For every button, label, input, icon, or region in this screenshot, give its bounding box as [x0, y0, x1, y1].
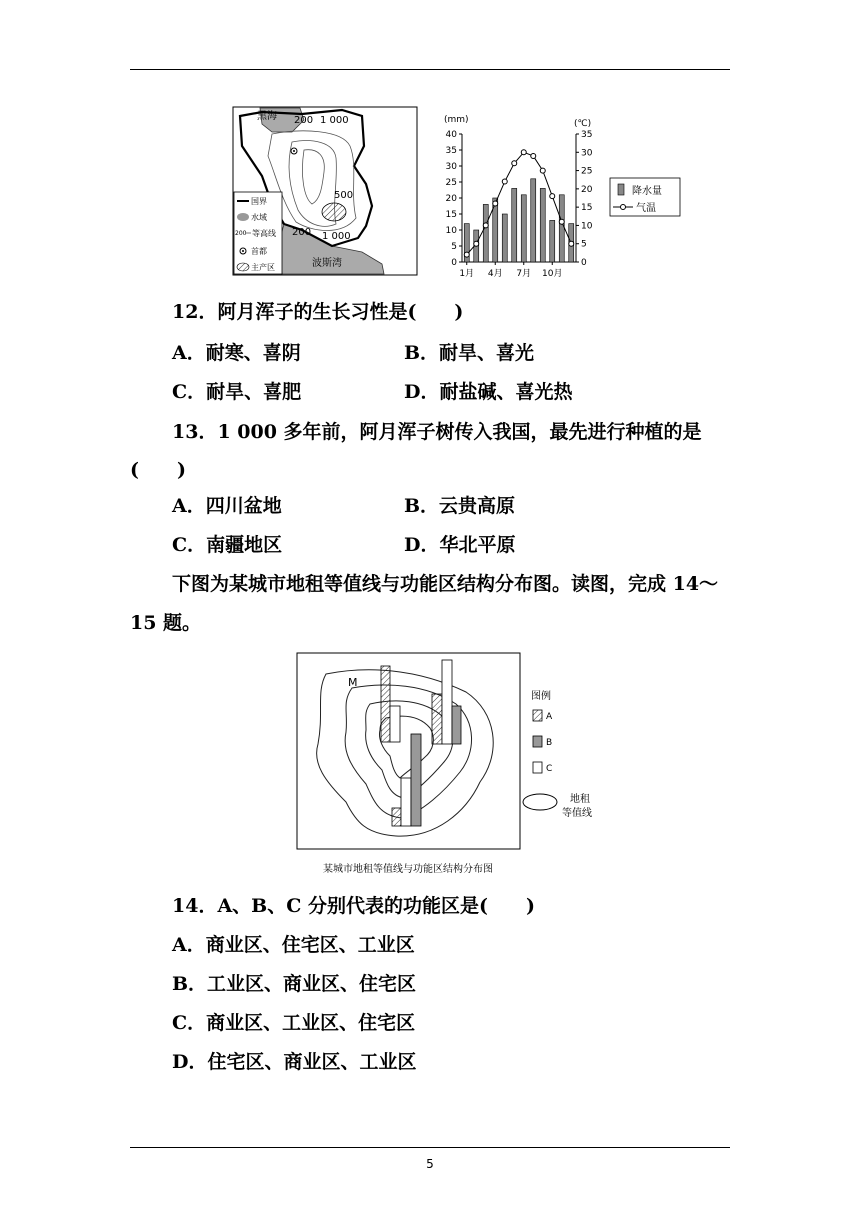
- left-axis-unit: (mm): [444, 115, 469, 125]
- footer-rule: [130, 1147, 730, 1148]
- q14-stem: 14．A、B、C 分别代表的功能区是( ): [172, 895, 535, 917]
- legend-contour-label1: 地租: [570, 794, 590, 805]
- left-tick-label: 20: [445, 194, 457, 204]
- q12-option-d[interactable]: D．耐盐碱、喜光热: [404, 381, 573, 403]
- zone-c-bar: [442, 660, 452, 744]
- temp-point: [483, 223, 488, 228]
- header-rule: [130, 69, 730, 70]
- zone-c-bar: [401, 778, 411, 826]
- legend-contour-symbol: [523, 794, 557, 810]
- left-tick-label: 30: [445, 162, 457, 172]
- legend-producing-symbol: [237, 263, 249, 271]
- left-tick-label: 25: [445, 178, 457, 188]
- contour-label-1000-bottom: 1 000: [322, 231, 351, 242]
- left-tick-label: 35: [445, 146, 457, 156]
- x-tick-label: 4月: [487, 269, 503, 279]
- temp-point: [550, 194, 555, 199]
- contour-label-200-top: 200: [294, 115, 314, 126]
- label-black-sea: 黑海: [257, 111, 277, 122]
- legend-c-symbol: [533, 762, 542, 773]
- temp-point: [512, 161, 517, 166]
- left-tick-label: 5: [451, 242, 457, 252]
- temp-point: [474, 241, 479, 246]
- q13-stem-line2: ( ): [130, 459, 186, 481]
- right-tick-label: 5: [581, 239, 587, 250]
- legend-a-symbol: [533, 710, 542, 721]
- precip-bar: [550, 220, 555, 262]
- q14-option-d[interactable]: D．住宅区、商业区、工业区: [172, 1051, 417, 1073]
- temp-point: [502, 179, 507, 184]
- right-tick-label: 20: [581, 184, 593, 195]
- temp-point: [559, 219, 564, 224]
- legend-producing-label: 主产区: [251, 263, 275, 272]
- left-tick-label: 0: [451, 258, 457, 268]
- legend-contour-label: 等高线: [252, 229, 276, 238]
- label-m: M: [348, 676, 358, 689]
- x-tick-label: 1月: [459, 269, 475, 279]
- right-tick-label: 35: [581, 130, 593, 140]
- x-tick-label: 7月: [516, 269, 532, 279]
- precip-bar: [483, 204, 488, 262]
- contour-label-500: 500: [334, 190, 354, 201]
- legend-temp-marker: [621, 205, 626, 210]
- precip-bar: [512, 188, 517, 262]
- right-tick-label: 0: [581, 258, 587, 268]
- legend-c-label: C: [546, 764, 553, 774]
- capital-dot: [293, 150, 295, 152]
- label-persian-gulf: 波斯湾: [312, 258, 342, 269]
- page-number: 5: [426, 1157, 434, 1171]
- main-producing-area: [322, 203, 346, 221]
- precip-bar: [540, 188, 545, 262]
- q14-option-c[interactable]: C．商业区、工业区、住宅区: [172, 1012, 416, 1034]
- intro-line1: 下图为某城市地租等值线与功能区结构分布图。读图，完成 14～: [172, 573, 719, 595]
- precip-bar: [521, 195, 526, 262]
- temperature-line: [467, 152, 572, 254]
- legend-water-symbol: [237, 213, 249, 221]
- legend-b-symbol: [533, 736, 542, 747]
- left-tick-label: 10: [445, 226, 457, 236]
- city-rent-figure: [296, 652, 602, 878]
- intro-line2: 15 题。: [130, 612, 202, 634]
- zone-a-bar: [392, 808, 401, 826]
- legend-b-label: B: [546, 738, 553, 748]
- right-tick-label: 10: [581, 221, 593, 232]
- q13-option-d[interactable]: D．华北平原: [404, 534, 516, 556]
- temp-point: [531, 153, 536, 158]
- x-tick-label: 10月: [542, 269, 563, 279]
- legend-capital-label: 首都: [251, 247, 267, 256]
- legend-precip-label: 降水量: [632, 186, 662, 197]
- zone-b-bar: [411, 734, 421, 826]
- temp-point: [493, 201, 498, 206]
- q12-option-a[interactable]: A．耐寒、喜阴: [172, 342, 301, 364]
- left-tick-label: 40: [445, 130, 457, 140]
- q13-option-b[interactable]: B．云贵高原: [404, 495, 516, 517]
- zone-b-bar: [452, 706, 461, 744]
- right-tick-label: 25: [581, 166, 593, 177]
- zone-c-bar: [390, 706, 400, 742]
- country-map: [232, 106, 418, 276]
- q14-option-b[interactable]: B．工业区、商业区、住宅区: [172, 973, 417, 995]
- figure-caption: 某城市地租等值线与功能区结构分布图: [323, 864, 493, 875]
- legend-border-label: 国界: [251, 197, 267, 206]
- temp-point: [569, 241, 574, 246]
- legend-a-label: A: [546, 712, 553, 722]
- legend-title: 图例: [531, 691, 551, 702]
- right-axis-unit: (℃): [574, 119, 592, 129]
- legend-precip-symbol: [618, 184, 624, 195]
- legend-contour-label2: 等值线: [562, 808, 592, 819]
- temp-point: [540, 168, 545, 173]
- q13-option-c[interactable]: C．南疆地区: [172, 534, 283, 556]
- left-tick-label: 15: [445, 210, 457, 220]
- temp-point: [521, 150, 526, 155]
- right-tick-label: 30: [581, 148, 593, 159]
- q12-option-c[interactable]: C．耐旱、喜肥: [172, 381, 302, 403]
- q12-option-b[interactable]: B．耐旱、喜光: [404, 342, 535, 364]
- precip-bar: [531, 179, 536, 262]
- legend-capital-dot: [242, 250, 244, 252]
- temp-point: [464, 252, 469, 257]
- legend-contour-value: 200: [235, 230, 247, 237]
- precip-bar: [559, 195, 564, 262]
- precip-bar: [502, 214, 507, 262]
- right-tick-label: 15: [581, 203, 593, 214]
- q13-stem-line1: 13．1 000 多年前，阿月浑子树传入我国，最先进行种植的是: [172, 421, 702, 443]
- zone-a-bar: [432, 694, 442, 744]
- climate-chart: [440, 108, 690, 280]
- contour-label-1000-top: 1 000: [320, 115, 349, 126]
- legend-temp-label: 气温: [636, 203, 656, 214]
- q13-option-a[interactable]: A．四川盆地: [172, 495, 282, 517]
- zone-a-bar: [381, 666, 390, 742]
- contour-label-200-bottom: 200: [292, 227, 312, 238]
- legend-water-label: 水域: [251, 213, 267, 222]
- q14-option-a[interactable]: A．商业区、住宅区、工业区: [172, 934, 415, 956]
- q12-stem: 12．阿月浑子的生长习性是( ): [172, 301, 464, 323]
